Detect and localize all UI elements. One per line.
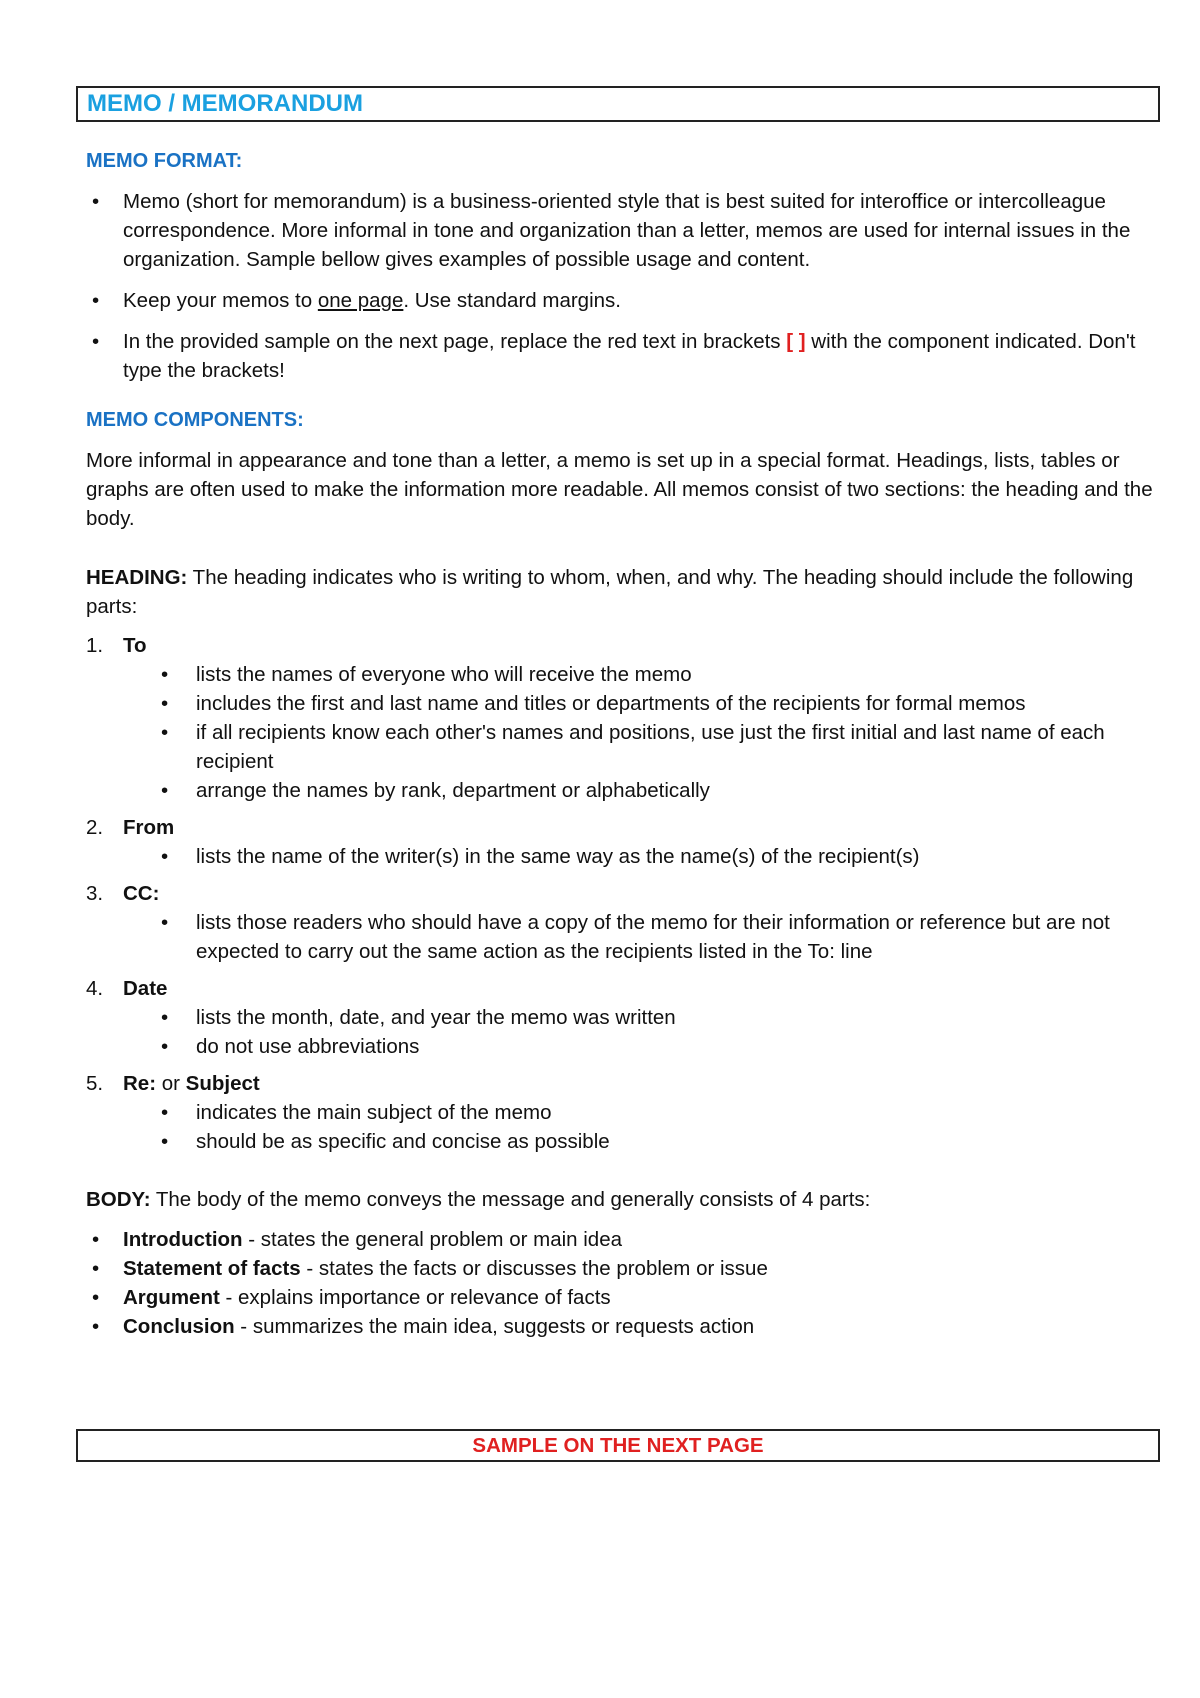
heading-parts-list	[86, 631, 1166, 1156]
heading-intro: HEADING: The heading indicates who is writing to whom, when, and why. The heading should include the following parts:	[86, 566, 1134, 618]
format-bullet-3: • In the provided sample on the next page, replace the red text in brackets [ ] with the component indicated. Don't type the brackets!	[86, 327, 1166, 385]
format-bullet-2: • Keep your memos to one page. Use standard margins.	[86, 286, 1166, 315]
heading-part-subject: 5. Re: or Subject • indicates the main subject of the memo • should be as specific and concise as possible	[86, 1069, 1166, 1156]
heading-part-cc: 3. CC: • lists those readers who should have a copy of the memo for their information or reference but are not expected to carry out the same action as the recipients listed in the To: line	[86, 879, 1166, 966]
body-part-argument: • Argument - explains importance or relevance of facts	[86, 1283, 1166, 1312]
document-content	[86, 147, 1166, 1341]
memo-format-list	[86, 187, 1166, 385]
body-intro: BODY: The body of the memo conveys the message and generally consists of 4 parts:	[86, 1188, 871, 1211]
body-part-conclusion: • Conclusion - summarizes the main idea, suggests or requests action	[86, 1312, 1166, 1341]
memo-components-heading: MEMO COMPONENTS:	[86, 409, 304, 431]
list-item: • lists those readers who should have a copy of the memo for their information or reference but are not expected to carry out the same action as the recipients listed in the To: line	[123, 908, 1166, 966]
list-item: • should be as specific and concise as possible	[123, 1127, 1166, 1156]
sample-next-page-banner: SAMPLE ON THE NEXT PAGE	[76, 1429, 1160, 1462]
body-parts-list	[86, 1225, 1166, 1341]
list-item: • lists the month, date, and year the memo was written	[123, 1003, 1166, 1032]
list-item: • if all recipients know each other's names and positions, use just the first initial and last name of each recipient	[123, 718, 1166, 776]
heading-part-from: 2. From • lists the name of the writer(s) in the same way as the name(s) of the recipient(s)	[86, 813, 1166, 871]
heading-part-date: 4. Date • lists the month, date, and year the memo was written • do not use abbreviations	[86, 974, 1166, 1061]
memo-title: MEMO / MEMORANDUM	[76, 86, 1160, 122]
memo-format-heading: MEMO FORMAT:	[86, 150, 243, 172]
list-item: • lists the name of the writer(s) in the same way as the name(s) of the recipient(s)	[123, 842, 1166, 871]
list-item: • includes the first and last name and titles or departments of the recipients for formal memos	[123, 689, 1166, 718]
list-item: • indicates the main subject of the memo	[123, 1098, 1166, 1127]
format-bullet-1: • Memo (short for memorandum) is a business-oriented style that is best suited for interoffice or intercolleague correspondence. More informal in tone and organization than a letter, memos are used for internal issues in the organization. Sample bellow gives examples of possible usage and content.	[86, 187, 1166, 274]
body-part-statement: • Statement of facts - states the facts or discusses the problem or issue	[86, 1254, 1166, 1283]
heading-part-to: 1. To • lists the names of everyone who will receive the memo • includes the first and last name and titles or departments of the recipients for formal memos • if all recipients know each other's names and positions, use just the first initial and last name of each recipient • arrange the names by rank, department or alphabetically	[86, 631, 1166, 805]
list-item: • lists the names of everyone who will receive the memo	[123, 660, 1166, 689]
memo-components-paragraph: More informal in appearance and tone than a letter, a memo is set up in a special format. Headings, lists, tables or graphs are often used to make the information more readable. All memos consist of two sections: the heading and the body.	[86, 449, 1153, 530]
list-item: • do not use abbreviations	[123, 1032, 1166, 1061]
body-part-introduction: • Introduction - states the general problem or main idea	[86, 1225, 1166, 1254]
list-item: • arrange the names by rank, department or alphabetically	[123, 776, 1166, 805]
